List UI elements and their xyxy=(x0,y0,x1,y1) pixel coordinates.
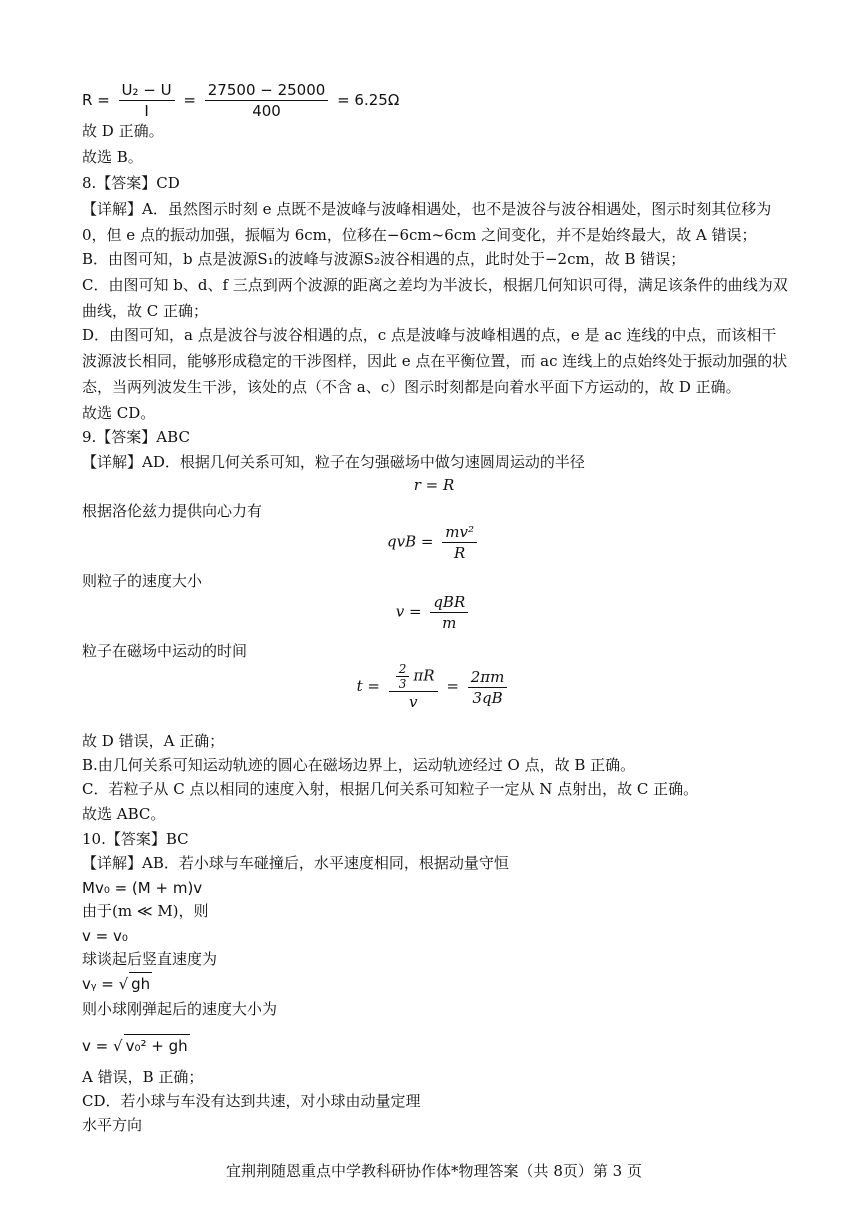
q10-rebound: 则小球刚弹起后的速度大小为 xyxy=(82,1000,278,1018)
q8-detail-b: B．由图可知，b 点是波源S₁的波峰与波源S₂波谷相遇的点，此时处于−2cm，故 B 错误； xyxy=(82,250,686,268)
q10-detail-ab: 【详解】AB．若小球与车碰撞后，水平速度相同，根据动量守恒 xyxy=(82,854,509,872)
q9-time: 粒子在磁场中运动的时间 xyxy=(82,642,248,660)
q7-choice: 故选 B。 xyxy=(82,148,143,166)
q9-speed: 则粒子的速度大小 xyxy=(82,572,203,590)
q9-choice: 故选 ABC。 xyxy=(82,805,166,823)
equation-momentum: Mv₀ = (M + m)v xyxy=(82,879,203,897)
q10-detail-cd: CD．若小球与车没有达到共速，对小球由动量定理 xyxy=(82,1092,421,1110)
equation-time: t = $\frac{2}{3}$ πR v = $\frac{2\pi m}{3qB}$ xyxy=(0,662,868,712)
q10-ab-conclusion: A 错误，B 正确； xyxy=(82,1068,204,1086)
equation-rebound-speed: v = √ v₀² + gh xyxy=(82,1034,190,1057)
q8-detail-c: C．由图可知 b、d、f 三点到两个波源的距离之差均为半波长，根据几何知识可得，满足该条件的曲线为双曲线，故 C 正确； xyxy=(82,276,788,320)
q9-detail-c: C．若粒子从 C 点以相同的速度入射，根据几何关系可知粒子一定从 N 点射出，故 C 正确。 xyxy=(82,780,699,798)
q9-lorentz: 根据洛伦兹力提供向心力有 xyxy=(82,502,263,520)
q9-answer: 9.【答案】ABC xyxy=(82,428,190,446)
page-footer: 宜荆荆随恩重点中学教科研协作体*物理答案（共 8页）第 3 页 xyxy=(226,1162,642,1180)
equation-radius: r = R xyxy=(413,476,455,494)
q8-detail-a: 【详解】A．虽然图示时刻 e 点既不是波峰与波峰相遇处，也不是波谷与波谷相遇处，图示时刻其位移为 0，但 e 点的振动加强，振幅为 6cm，位移在−6cm~6cm 之间变化，并不是始终最大，故 A 错误； xyxy=(82,200,772,244)
equation-v-equals-v0: v = v₀ xyxy=(82,927,128,945)
q10-answer: 10.【答案】BC xyxy=(82,830,189,848)
q9-conclusion-da: 故 D 错误，A 正确； xyxy=(82,732,225,750)
equation-resistance: R = $\frac{\text{U₂ − U}}{I}$ = $\frac{27500 - 25000}{400}$ = 6.25Ω xyxy=(82,81,400,120)
equation-vy: vᵧ = √ gh xyxy=(82,972,152,995)
q10-vertical: 球谈起后竖直速度为 xyxy=(82,950,218,968)
q10-since: 由于(m ≪ M)，则 xyxy=(82,902,209,920)
q8-detail-d: D．由图可知，a 点是波谷与波谷相遇的点，c 点是波峰与波峰相遇的点，e 是 ac 连线的中点，而该相干波源波长相同，能够形成稳定的干涉图样，因此 e 点在平衡位置，而 ac 连线上的点始终处于振动加强的状态，当两列波发生干涉，该处的点（不含 a、c）图示时刻都是向着水平面下方运动的，故 D 正确。 xyxy=(82,326,788,396)
q8-choice: 故选 CD。 xyxy=(82,404,156,422)
q7-conclusion-d: 故 D 正确。 xyxy=(82,122,164,140)
q10-horizontal: 水平方向 xyxy=(82,1116,143,1134)
equation-speed: v = $\frac{\text{qBR}}{m}$ xyxy=(0,592,868,633)
equation-lorentz: qvB = $\frac{\text{mv²}}{R}$ xyxy=(0,522,868,563)
q8-answer: 8.【答案】CD xyxy=(82,174,180,192)
q9-detail-ad: 【详解】AD．根据几何关系可知，粒子在匀强磁场中做匀速圆周运动的半径 xyxy=(82,453,585,471)
q9-detail-b: B.由几何关系可知运动轨迹的圆心在磁场边界上，运动轨迹经过 O 点，故 B 正确。 xyxy=(82,756,636,774)
